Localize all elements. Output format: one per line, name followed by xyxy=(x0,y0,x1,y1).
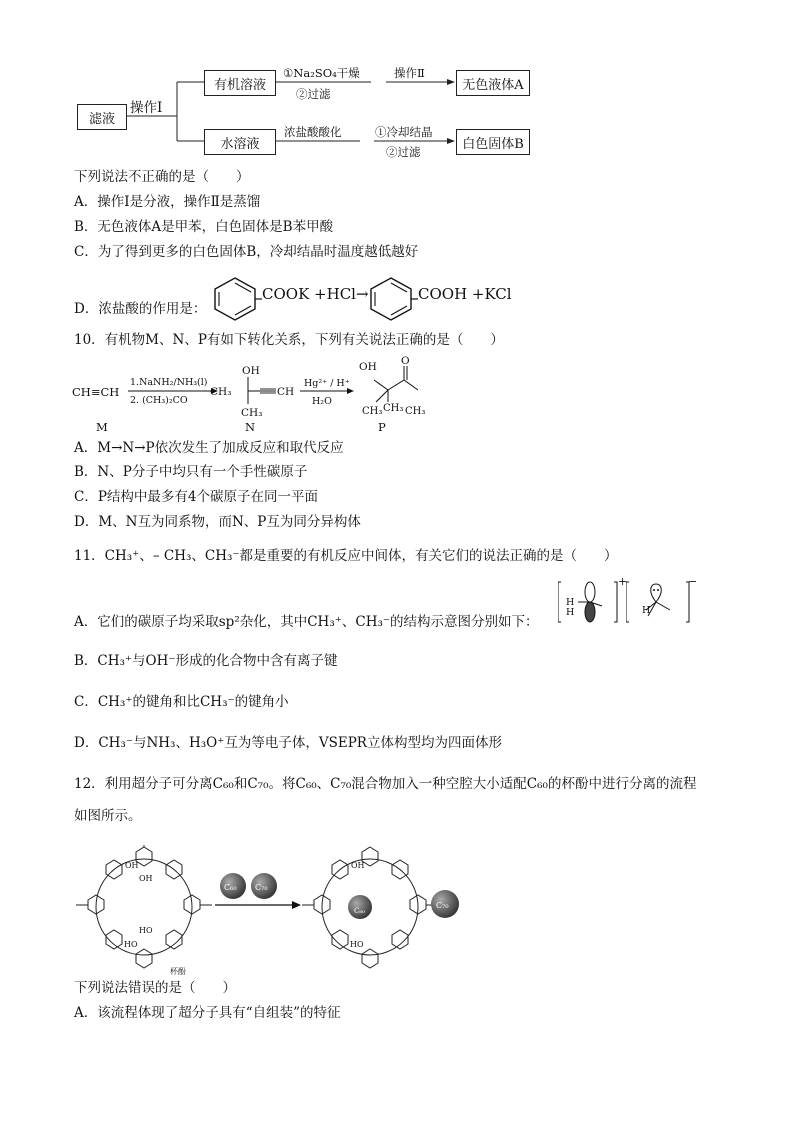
q11-option-d: D．CH₃⁻与NH₃、H₃O⁺互为等电子体，VSEPR立体构型均为四面体形 xyxy=(74,735,502,751)
acidify-label: 浓盐酸酸化 xyxy=(284,125,342,139)
p-ch3-c: CH₃ xyxy=(405,406,426,417)
q9-option-b: B．无色液体A是甲苯，白色固体是B苯甲酸 xyxy=(74,219,334,235)
benzene-ring-icon xyxy=(208,275,262,321)
calixarene-label: 杯酚 xyxy=(170,967,186,976)
oh-label: OH xyxy=(125,861,139,870)
label-n: N xyxy=(245,420,256,434)
m-formula: CH≡CH xyxy=(72,385,120,399)
cation-h2: H xyxy=(566,607,575,618)
ho-label: HO xyxy=(350,940,364,949)
q12-stem-line2: 如图所示。 xyxy=(74,808,142,824)
anion-charge: − xyxy=(688,575,698,588)
q9-option-c: C．为了得到更多的白色固体B，冷却结晶时温度越低越好 xyxy=(74,244,419,260)
q12-stem-line1: 12．利用超分子可分离C₆₀和C₇₀。将C₆₀、C₇₀混合物加入一种空腔大小适配C₆₀的杯酚中进行分离的流程 xyxy=(74,776,697,792)
q11-option-a: A．它们的碳原子均采取sp²杂化，其中CH₃⁺、CH₃⁻的结构示意图分别如下： xyxy=(74,614,539,630)
c70-label: C₇₀ xyxy=(255,883,268,892)
p-o: O xyxy=(401,355,410,367)
n-ch3-bottom: CH₃ xyxy=(241,407,263,419)
p-ch3-b: CH₃ xyxy=(383,403,404,414)
cation-h1: H xyxy=(566,597,575,608)
n-oh: OH xyxy=(242,365,260,377)
q9-stem: 下列说法不正确的是（ ） xyxy=(74,169,250,185)
organic-solution-box: 有机溶液 xyxy=(204,70,276,96)
equation-left-text: COOK +HCl→ xyxy=(262,285,369,303)
filter-step-2-label: ②过滤 xyxy=(386,145,421,159)
c60-inside-label: C₆₀ xyxy=(354,907,365,915)
q10-stem: 10．有机物M、N、P有如下转化关系，下列有关说法正确的是（ ） xyxy=(74,332,504,348)
benzene-ring-icon xyxy=(364,275,418,321)
p-ch3-a: CH₃ xyxy=(362,406,383,417)
filtrate-box: 滤液 xyxy=(77,104,127,130)
reagent-1-top: 1.NaNH₂/NH₃(l) xyxy=(130,377,208,388)
label-p: P xyxy=(378,420,386,434)
p-oh: OH xyxy=(359,361,377,373)
operation-2-label: 操作Ⅱ xyxy=(394,66,425,80)
colorless-liquid-a-box: 无色液体A xyxy=(456,70,530,96)
q11-option-b: B．CH₃⁺与OH⁻形成的化合物中含有离子键 xyxy=(74,653,338,669)
reagent-2-top: Hg²⁺ / H⁺ xyxy=(304,378,350,389)
filter-step-label: ②过滤 xyxy=(296,87,331,101)
reagent-2-bottom: H₂O xyxy=(312,396,332,407)
operation-1-label: 操作Ⅰ xyxy=(130,100,163,116)
q10-option-b: B．N、P分子中均只有一个手性碳原子 xyxy=(74,464,308,480)
reagent-1-bottom: 2. (CH₃)₂CO xyxy=(130,395,188,406)
ho-label: HO xyxy=(139,926,153,935)
white-solid-b-box: 白色固体B xyxy=(456,129,530,155)
cation-charge: + xyxy=(618,575,628,588)
oh-label: OH xyxy=(139,874,153,883)
c60-label: C₆₀ xyxy=(224,883,237,892)
ho-label: HO xyxy=(124,940,138,949)
carbanion-orbital-diagram xyxy=(626,578,696,626)
calixarene-c60-complex xyxy=(300,845,440,973)
label-m: M xyxy=(96,420,108,434)
calixarene-molecule xyxy=(74,845,214,973)
n-ch: CH xyxy=(277,386,295,398)
q11-option-c: C．CH₃⁺的键角和比CH₃⁻的键角小 xyxy=(74,694,289,710)
c70-separated-label: C₇₀ xyxy=(436,901,449,910)
q10-option-a: A．M→N→P依次发生了加成反应和取代反应 xyxy=(74,440,344,456)
oh-label: OH xyxy=(351,861,365,870)
crystallize-step-label: ①冷却结晶 xyxy=(375,125,433,139)
q9-option-d: D．浓盐酸的作用是： xyxy=(74,301,207,317)
n-ch3-left: CH₃ xyxy=(210,386,232,398)
q10-option-d: D．M、N互为同系物，而N、P互为同分异构体 xyxy=(74,514,361,530)
anion-h3: H xyxy=(642,605,651,616)
q12-question: 下列说法错误的是（ ） xyxy=(74,980,236,996)
q10-option-c: C．P结构中最多有4个碳原子在同一平面 xyxy=(74,489,319,505)
process-arrow-icon xyxy=(213,898,303,912)
q12-option-a: A．该流程体现了超分子具有“自组装”的特征 xyxy=(74,1005,341,1021)
drying-step-label: ①Na₂SO₄干燥 xyxy=(283,66,360,80)
q9-option-a: A．操作Ⅰ是分液，操作Ⅱ是蒸馏 xyxy=(74,194,261,210)
equation-right-text: COOH +KCl xyxy=(418,285,512,303)
q11-stem: 11．CH₃⁺、– CH₃、CH₃⁻都是重要的有机反应中间体，有关它们的说法正确的是（ ） xyxy=(74,548,618,564)
aqueous-solution-box: 水溶液 xyxy=(204,129,276,155)
